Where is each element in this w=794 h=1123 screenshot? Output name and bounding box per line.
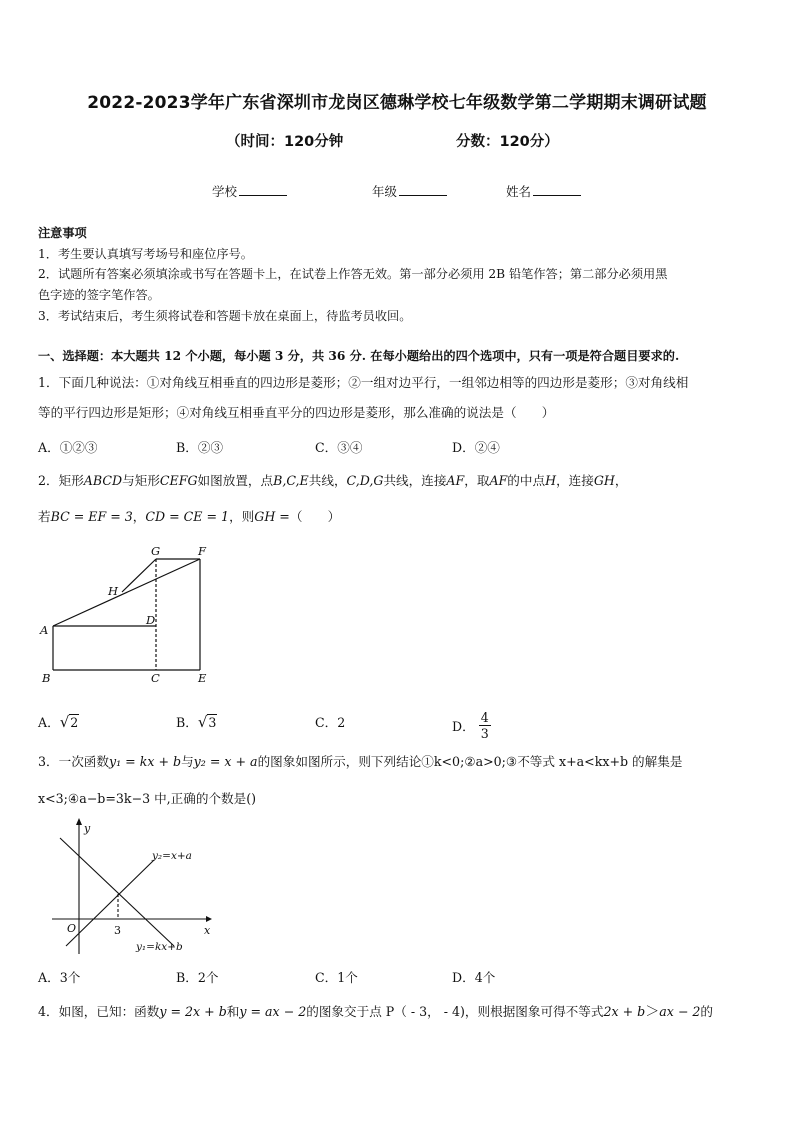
label-b: B [42,671,51,685]
notice-item: 2．试题所有答案必须填涂或书写在答题卡上，在试卷上作答无效。第一部分必须用 2B 铅笔作答；第二部分必须用黑 [38,267,668,281]
name-blank[interactable] [533,183,581,196]
q1-option-d[interactable]: D．②④ [452,440,500,455]
section-heading: 一、选择题：本大题共 12 个小题，每小题 3 分，共 36 分. 在每小题给出的四个选项中，只有一项是符合题目要求的. [38,349,680,363]
label-d: D [146,613,156,627]
q3-stem-line2: x<3;④a−b=3k−3 中,正确的个数是() [38,791,257,806]
label-origin: O [67,922,77,935]
q3-option-a[interactable]: A．3个 [38,970,81,985]
label-g: G [151,544,161,558]
x-axis-arrow [206,916,212,922]
exam-time: （时间：120分钟 [226,134,344,150]
label-a: A [40,623,49,637]
grade-field[interactable] [372,182,447,200]
label-x: x [204,924,211,937]
notice-item: 3．考试结束后，考生须将试卷和答题卡放在桌面上，待监考员收回。 [38,309,412,323]
grade-blank[interactable] [399,183,447,196]
notice-heading: 注意事项 [38,226,87,240]
label-f: F [198,544,206,558]
q1-option-a[interactable]: A．①②③ [38,440,98,455]
q2-option-b[interactable]: B．√3 [176,713,217,731]
notice-item: 色字迹的签字笔作答。 [38,288,160,302]
label-c: C [151,671,160,685]
q3-function-graph [46,818,216,960]
q2-option-d[interactable]: D． $\frac{4}{3}$ [452,710,489,741]
q1-stem-line2: 等的平行四边形是矩形；④对角线互相垂直平分的四边形是菱形，那么准确的说法是（ ） [38,405,555,420]
q2-option-a[interactable]: A．√2 [38,713,79,731]
label-y1: y₁=kx+b [136,941,183,953]
label-h: H [108,584,119,598]
q2-option-c[interactable]: C．2 [315,715,346,730]
school-label: 学校 [212,184,238,199]
q3-option-d[interactable]: D．4个 [452,970,496,985]
q1-option-c[interactable]: C．③④ [315,440,363,455]
grade-label: 年级 [372,184,398,199]
label-e: E [198,671,207,685]
y-axis-arrow [76,818,82,825]
q3-option-c[interactable]: C．1个 [315,970,358,985]
q2-stem-line1: 2．矩形ABCD与矩形CEFG如图放置，点B,C,E共线，C,D,G共线，连接AF，取AF的中点H，连接GH， [38,473,628,488]
q1-option-b[interactable]: B．②③ [176,440,224,455]
name-field[interactable] [506,182,581,200]
q2-stem-line2: 若BC = EF = 3，CD = CE = 1，则GH =（ ） [38,509,341,524]
q1-stem-line1: 1．下面几种说法：①对角线互相垂直的四边形是菱形；②一组对边平行，一组邻边相等的四边形是菱形；③对角线相 [38,375,689,390]
q3-option-b[interactable]: B．2个 [176,970,219,985]
label-three: 3 [114,924,121,937]
page-title: 2022-2023学年广东省深圳市龙岗区德琳学校七年级数学第二学期期末调研试题 [87,93,707,113]
q3-stem-line1: 3．一次函数y₁ = kx + b与y₂ = x + a的图象如图所示，则下列结论①k<0;②a>0;③不等式 x+a<kx+b 的解集是 [38,754,683,769]
q2-rectangle-figure [34,540,224,688]
school-field[interactable] [212,182,287,200]
name-label: 姓名 [506,184,532,199]
exam-score: 分数：120分） [456,134,559,150]
school-blank[interactable] [239,183,287,196]
q4-stem-line1: 4．如图，已知：函数y = 2x + b和y = ax − 2的图象交于点 P（ - 3， - 4)，则根据图象可得不等式2x + b＞ax − 2的 [38,1004,713,1020]
label-y2: y₂=x+a [152,850,192,862]
notice-item: 1．考生要认真填写考场号和座位序号。 [38,247,253,261]
label-y: y [84,822,91,835]
segment-af [53,559,200,626]
